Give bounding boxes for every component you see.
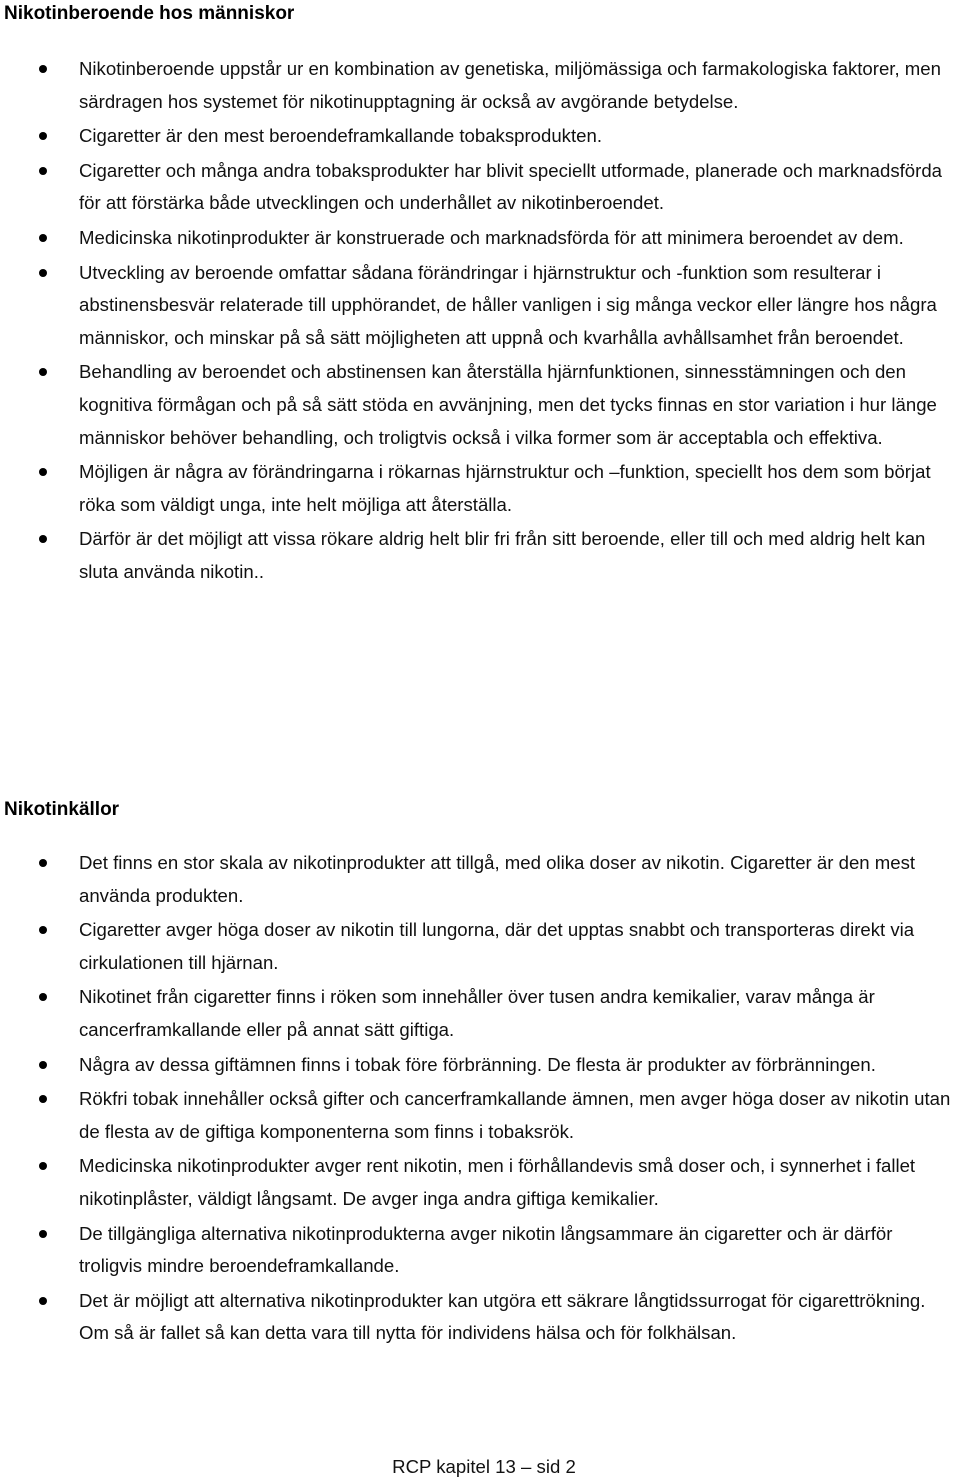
list-item xyxy=(0,914,956,979)
section-heading-nicotine-dependence: Nikotinberoende hos människor xyxy=(4,3,295,24)
list-item xyxy=(0,1218,956,1283)
list-item xyxy=(0,1049,956,1082)
bullet-dot-icon xyxy=(39,993,47,1001)
list-item-text: Därför är det möjligt att vissa rökare aldrig helt blir fri från sitt beroende, eller till och med aldrig helt kan sluta använda nikotin.. xyxy=(79,528,926,582)
list-item-text: Nikotinet från cigaretter finns i röken som innehåller över tusen andra kemikalier, varav många är cancerframkallande eller på annat sätt giftiga. xyxy=(79,986,875,1040)
list-item-text: Möjligen är några av förändringarna i rökarnas hjärnstruktur och –funktion, speciellt hos dem som börjat röka som väldigt unga, inte helt möjliga att återställa. xyxy=(79,461,931,515)
list-item xyxy=(0,257,956,355)
list-item-text: Medicinska nikotinprodukter är konstruerade och marknadsförda för att minimera beroendet av dem. xyxy=(79,226,904,248)
page-footer: RCP kapitel 13 – sid 2 xyxy=(392,1456,576,1477)
list-item xyxy=(0,222,956,255)
list-item xyxy=(0,847,956,912)
list-item-text: Några av dessa giftämnen finns i tobak före förbränning. De flesta är produkter av förbränningen. xyxy=(79,1053,876,1075)
list-item xyxy=(0,523,956,588)
bullet-dot-icon xyxy=(39,926,47,934)
list-item xyxy=(0,1083,956,1148)
bullet-dot-icon xyxy=(39,167,47,175)
bullet-dot-icon xyxy=(39,535,47,543)
bullet-dot-icon xyxy=(39,468,47,476)
section-heading-nicotine-sources: Nikotinkällor xyxy=(4,799,120,820)
list-item xyxy=(0,120,956,153)
bullet-dot-icon xyxy=(39,234,47,242)
bullet-dot-icon xyxy=(39,1095,47,1103)
list-item-text: Behandling av beroendet och abstinensen kan återställa hjärnfunktionen, sinnesstämningen och den kognitiva förmågan och på så sätt stöda en avvänjning, men det tycks finnas en stor variation i hur länge människor behöver behandling, och troligtvis också i vilka former som är acceptabla och effektiva. xyxy=(79,361,937,448)
list-item-text: Utveckling av beroende omfattar sådana förändringar i hjärnstruktur och -funktion som resulterar i abstinensbesvär relaterade till upphörandet, de håller vanligen i sig många veckor eller längre hos några människor, och minskar på så sätt möjligheten att uppnå och kvarhålla avhållsamhet från beroendet. xyxy=(79,261,937,348)
bullet-dot-icon xyxy=(39,1297,47,1305)
bullet-dot-icon xyxy=(39,1061,47,1069)
list-item-text: Det är möjligt att alternativa nikotinprodukter kan utgöra ett säkrare långtidssurrogat för cigarettrökning. Om så är fallet så kan detta vara till nytta för individens hälsa och för folkhälsan. xyxy=(79,1289,926,1344)
list-item xyxy=(0,456,956,521)
bullet-dot-icon xyxy=(39,1162,47,1170)
list-item-text: Cigaretter avger höga doser av nikotin till lungorna, där det upptas snabbt och transporteras direkt via cirkulationen till hjärnan. xyxy=(79,919,915,973)
list-item-text: Det finns en stor skala av nikotinprodukter att tillgå, med olika doser av nikotin. Cigaretter är den mest använda produkten. xyxy=(79,852,916,906)
bullet-list-nicotine-sources xyxy=(0,847,956,1352)
list-item-text: De tillgängliga alternativa nikotinprodukterna avger nikotin långsammare än cigaretter och är därför troligvis mindre beroendeframkallande. xyxy=(79,1222,893,1277)
bullet-dot-icon xyxy=(39,132,47,140)
list-item xyxy=(0,155,956,220)
bullet-dot-icon xyxy=(39,859,47,867)
bullet-dot-icon xyxy=(39,1230,47,1238)
list-item xyxy=(0,53,956,118)
bullet-dot-icon xyxy=(39,65,47,73)
list-item xyxy=(0,1285,956,1350)
list-item-text: Rökfri tobak innehåller också gifter och cancerframkallande ämnen, men avger höga doser av nikotin utan de flesta av de giftiga komponenterna som finns i tobaksrök. xyxy=(79,1088,951,1142)
bullet-list-nicotine-dependence xyxy=(0,53,956,591)
list-item xyxy=(0,356,956,454)
list-item-text: Cigaretter är den mest beroendeframkallande tobaksprodukten. xyxy=(79,125,602,147)
bullet-dot-icon xyxy=(39,368,47,376)
list-item xyxy=(0,1150,956,1215)
list-item-text: Medicinska nikotinprodukter avger rent nikotin, men i förhållandevis små doser och, i synnerhet i fallet nikotinplåster, väldigt långsamt. De avger inga andra giftiga kemikalier. xyxy=(79,1155,916,1209)
list-item-text: Cigaretter och många andra tobaksprodukter har blivit speciellt utformade, planerade och marknadsförda för att förstärka både utvecklingen och underhållet av nikotinberoendet. xyxy=(79,159,943,214)
bullet-dot-icon xyxy=(39,269,47,277)
list-item-text: Nikotinberoende uppstår ur en kombination av genetiska, miljömässiga och farmakologiska faktorer, men särdragen hos systemet för nikotinupptagning är också av avgörande betydelse. xyxy=(79,58,941,112)
list-item xyxy=(0,981,956,1046)
